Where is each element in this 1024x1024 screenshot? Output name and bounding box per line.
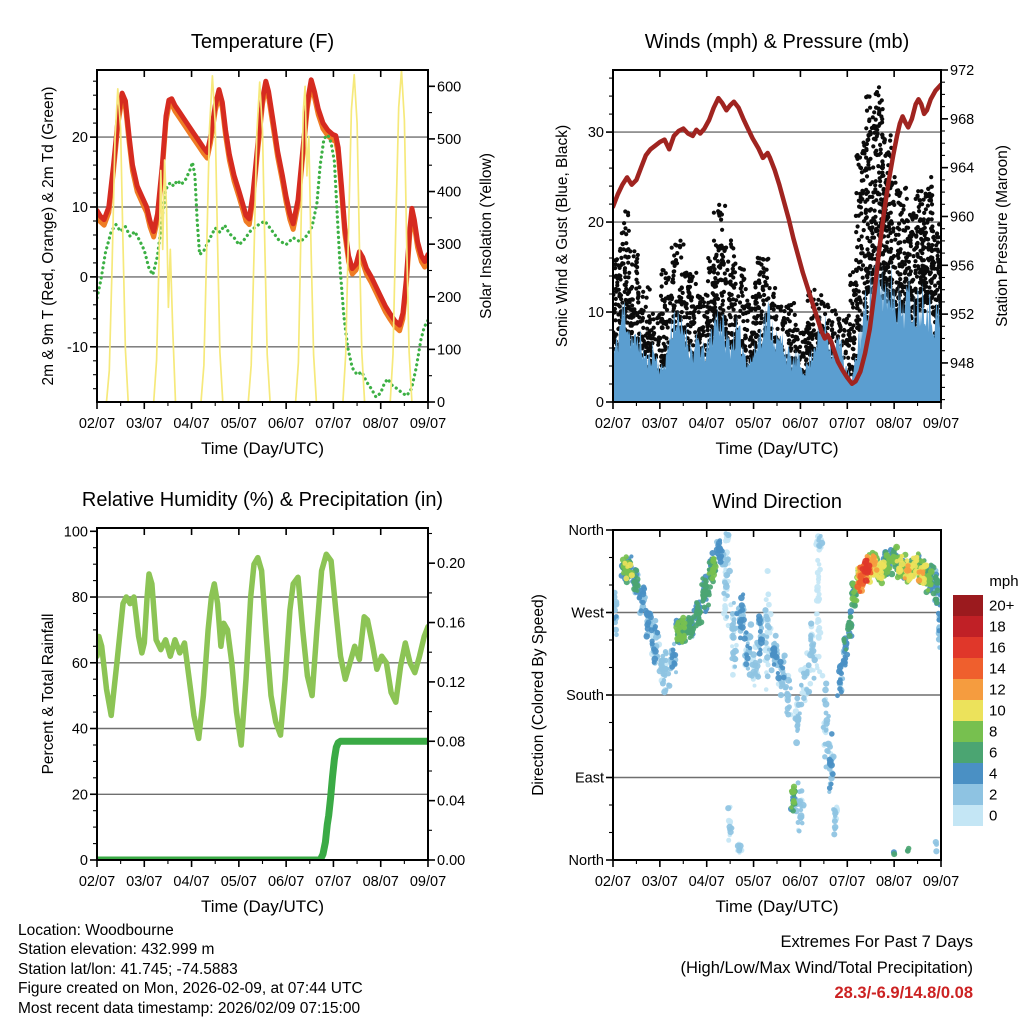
- svg-text:mph: mph: [989, 573, 1019, 590]
- extremes-subtitle: (High/Low/Max Wind/Total Precipitation): [680, 958, 973, 977]
- station-elevation: Station elevation: 432.999 m: [18, 941, 215, 959]
- svg-text:05/07: 05/07: [220, 874, 258, 890]
- svg-text:03/07: 03/07: [126, 416, 163, 432]
- svg-text:6: 6: [989, 744, 998, 762]
- svg-text:14: 14: [989, 660, 1006, 678]
- svg-text:Percent & Total Rainfall: Percent & Total Rainfall: [40, 613, 57, 775]
- svg-text:Time (Day/UTC): Time (Day/UTC): [200, 897, 325, 916]
- svg-text:West: West: [571, 605, 604, 622]
- svg-text:4: 4: [989, 765, 998, 783]
- svg-text:60: 60: [71, 655, 88, 672]
- extremes-title: Extremes For Past 7 Days: [780, 933, 973, 951]
- panel-wind_direction: [530, 491, 1019, 916]
- svg-text:600: 600: [437, 79, 462, 96]
- svg-text:20: 20: [71, 130, 88, 147]
- svg-text:09/07: 09/07: [409, 416, 447, 432]
- svg-text:04/07: 04/07: [173, 416, 210, 432]
- svg-text:02/07: 02/07: [594, 874, 632, 890]
- svg-text:09/07: 09/07: [409, 874, 447, 890]
- svg-text:South: South: [566, 688, 604, 704]
- svg-text:North: North: [568, 853, 604, 869]
- svg-text:0.08: 0.08: [437, 734, 466, 751]
- svg-text:-10: -10: [67, 339, 88, 356]
- svg-text:960: 960: [950, 209, 975, 226]
- svg-text:0: 0: [989, 807, 998, 825]
- svg-text:30: 30: [587, 125, 604, 142]
- svg-text:0.04: 0.04: [437, 793, 466, 810]
- svg-text:0.20: 0.20: [437, 556, 466, 573]
- svg-text:0: 0: [79, 269, 88, 286]
- svg-text:20: 20: [71, 787, 88, 804]
- extremes-summary: [680, 930, 973, 1007]
- svg-text:07/07: 07/07: [315, 416, 352, 432]
- svg-text:0.12: 0.12: [437, 674, 466, 691]
- station-latlon: Station lat/lon: 41.745; -74.5883: [18, 960, 238, 978]
- svg-text:07/07: 07/07: [315, 874, 352, 890]
- svg-text:200: 200: [437, 289, 462, 306]
- svg-text:8: 8: [989, 723, 998, 741]
- station-location: Location: Woodbourne: [18, 922, 174, 939]
- svg-text:0: 0: [595, 395, 604, 411]
- svg-text:10: 10: [989, 702, 1006, 720]
- svg-text:08/07: 08/07: [875, 416, 913, 432]
- svg-text:02/07: 02/07: [594, 416, 632, 432]
- svg-text:12: 12: [989, 681, 1006, 699]
- svg-text:03/07: 03/07: [126, 874, 163, 890]
- svg-text:300: 300: [437, 237, 462, 254]
- svg-text:08/07: 08/07: [875, 874, 913, 890]
- svg-text:Winds (mph) & Pressure (mb): Winds (mph) & Pressure (mb): [644, 31, 910, 53]
- svg-text:948: 948: [950, 355, 975, 372]
- svg-text:Temperature (F): Temperature (F): [190, 31, 335, 53]
- svg-text:0: 0: [437, 395, 446, 411]
- svg-text:952: 952: [950, 307, 975, 324]
- panel-winds_pressure: [554, 31, 1011, 458]
- svg-text:08/07: 08/07: [362, 874, 399, 890]
- svg-text:06/07: 06/07: [782, 874, 819, 890]
- svg-text:400: 400: [437, 184, 462, 201]
- svg-text:16: 16: [989, 639, 1006, 657]
- panel-temperature: [40, 31, 495, 458]
- extremes-values: 28.3/-6.9/14.8/0.08: [834, 984, 973, 1002]
- svg-text:0: 0: [79, 853, 88, 869]
- station-info: [18, 921, 363, 1018]
- svg-text:02/07: 02/07: [78, 416, 116, 432]
- svg-text:04/07: 04/07: [688, 874, 725, 890]
- svg-text:Sonic Wind & Gust (Blue, Black: Sonic Wind & Gust (Blue, Black): [554, 124, 571, 348]
- svg-text:80: 80: [71, 590, 88, 607]
- svg-text:20: 20: [587, 215, 604, 232]
- svg-text:956: 956: [950, 258, 975, 275]
- svg-text:Relative Humidity (%) & Precip: Relative Humidity (%) & Precipitation (in): [81, 489, 444, 511]
- svg-text:968: 968: [950, 111, 975, 128]
- svg-text:2: 2: [989, 786, 998, 804]
- speed-colorbar: [953, 573, 1019, 826]
- svg-text:0.00: 0.00: [437, 853, 466, 869]
- svg-text:07/07: 07/07: [829, 874, 866, 890]
- svg-text:06/07: 06/07: [267, 874, 305, 890]
- svg-text:03/07: 03/07: [641, 874, 679, 890]
- svg-text:Solar Insolation (Yellow): Solar Insolation (Yellow): [478, 153, 495, 319]
- svg-text:06/07: 06/07: [782, 416, 819, 432]
- svg-text:18: 18: [989, 618, 1006, 636]
- svg-text:500: 500: [437, 131, 462, 148]
- svg-text:04/07: 04/07: [688, 416, 725, 432]
- svg-text:964: 964: [950, 160, 975, 177]
- svg-text:Station Pressure (Maroon): Station Pressure (Maroon): [994, 145, 1011, 327]
- svg-text:Direction (Colored By Speed): Direction (Colored By Speed): [530, 594, 547, 796]
- svg-text:05/07: 05/07: [220, 416, 258, 432]
- svg-text:0.16: 0.16: [437, 615, 466, 632]
- svg-text:100: 100: [63, 524, 88, 541]
- svg-text:09/07: 09/07: [922, 874, 960, 890]
- svg-text:40: 40: [71, 721, 88, 738]
- svg-text:10: 10: [71, 199, 88, 216]
- svg-text:08/07: 08/07: [362, 416, 399, 432]
- svg-text:06/07: 06/07: [267, 416, 305, 432]
- svg-text:07/07: 07/07: [829, 416, 866, 432]
- svg-text:09/07: 09/07: [922, 416, 960, 432]
- svg-text:10: 10: [587, 305, 604, 322]
- svg-text:North: North: [568, 523, 604, 539]
- svg-text:East: East: [574, 770, 604, 787]
- svg-text:04/07: 04/07: [173, 874, 210, 890]
- svg-text:972: 972: [950, 63, 975, 79]
- svg-text:05/07: 05/07: [735, 416, 772, 432]
- svg-text:100: 100: [437, 342, 462, 359]
- svg-text:05/07: 05/07: [735, 874, 772, 890]
- svg-text:03/07: 03/07: [641, 416, 679, 432]
- svg-text:Time (Day/UTC): Time (Day/UTC): [715, 439, 839, 458]
- svg-text:02/07: 02/07: [78, 874, 116, 890]
- svg-text:20+: 20+: [989, 597, 1015, 615]
- svg-text:Time (Day/UTC): Time (Day/UTC): [200, 439, 325, 458]
- data-timestamp: Most recent data timestamp: 2026/02/09 07:15:00: [18, 999, 361, 1017]
- svg-text:Time (Day/UTC): Time (Day/UTC): [715, 897, 839, 916]
- svg-text:2m & 9m T (Red, Orange) & 2m T: 2m & 9m T (Red, Orange) & 2m Td (Green): [40, 86, 57, 386]
- figure-created: Figure created on Mon, 2026-02-09, at 07:44 UTC: [18, 980, 363, 998]
- svg-text:Wind Direction: Wind Direction: [711, 491, 843, 513]
- panel-humidity_precip: [40, 489, 465, 916]
